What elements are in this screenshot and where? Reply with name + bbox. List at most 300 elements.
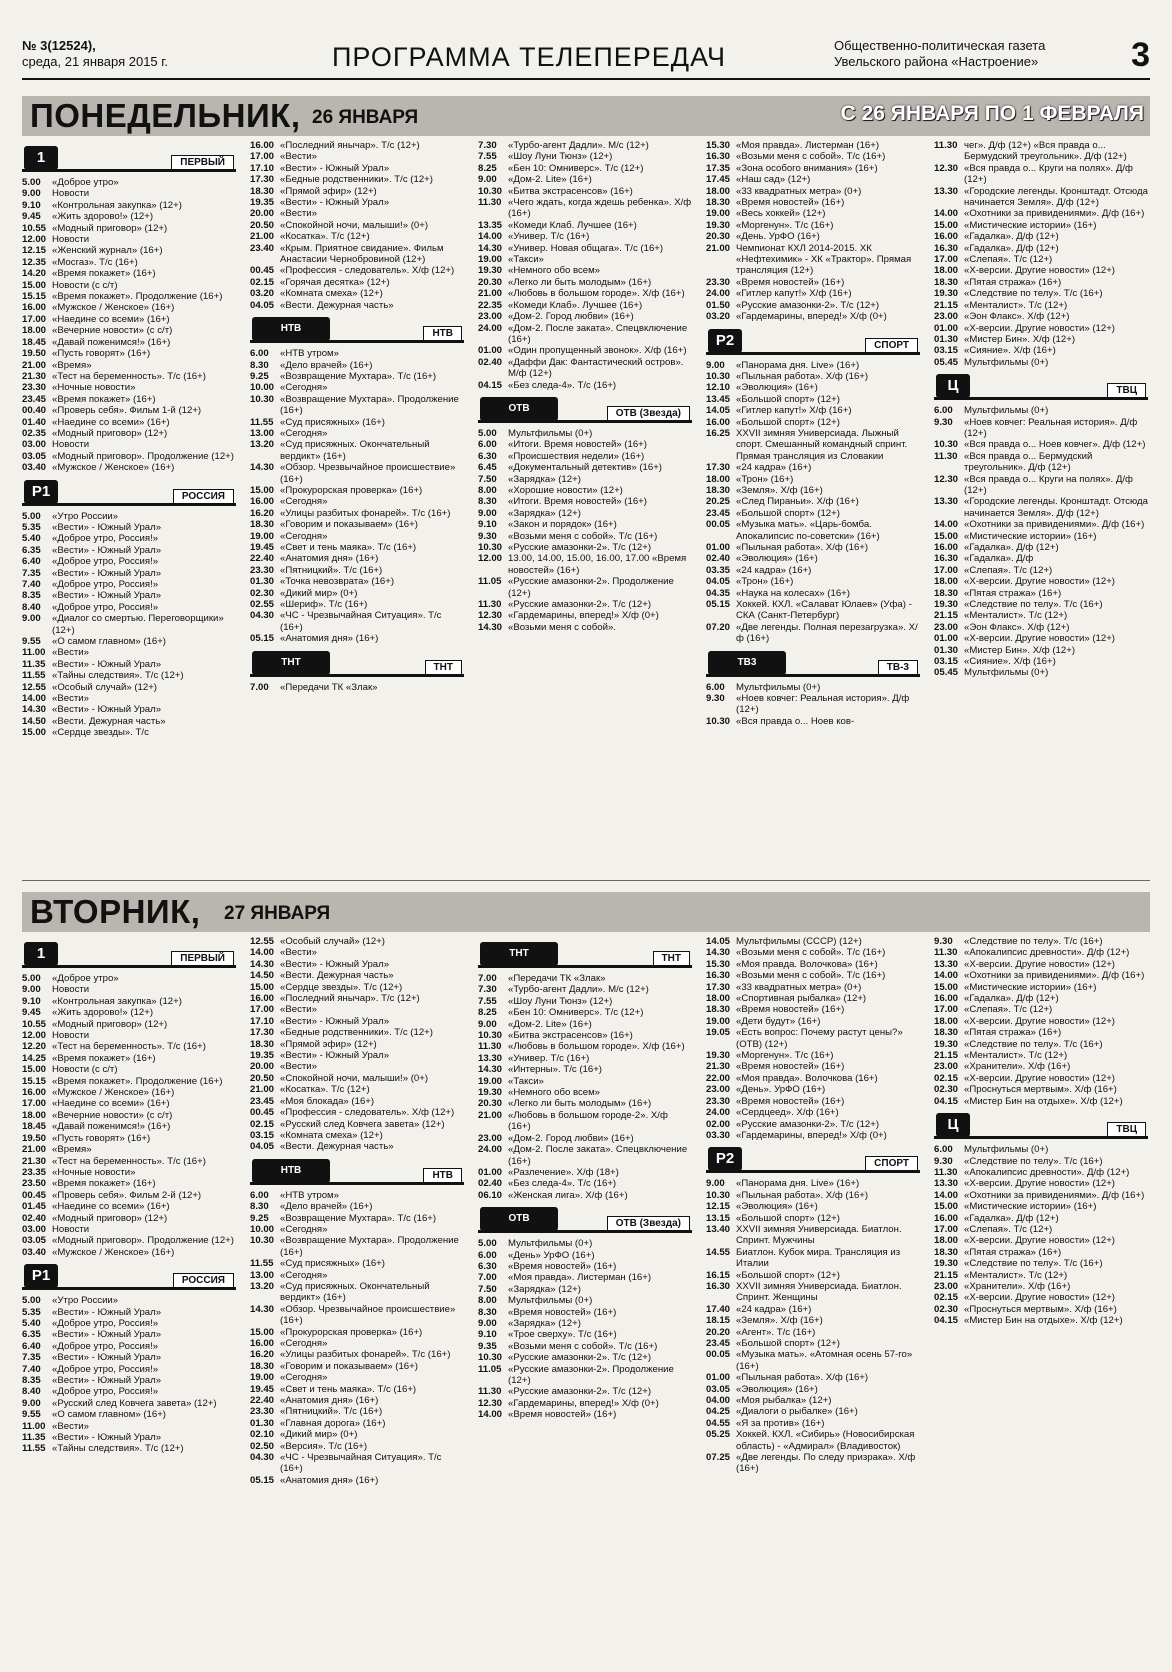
- program-title: «Пятая стража» (16+): [964, 276, 1062, 288]
- program-title: «Тест на беременность». Т/с (16+): [52, 1155, 206, 1167]
- program-time: 04.25: [706, 1406, 731, 1418]
- program-title: «Шоу Луни Тюнз» (12+): [508, 995, 613, 1007]
- program-title: «Проснуться мертвым». Х/ф (16+): [964, 1303, 1117, 1315]
- program-title: «Доброе утро, Россия!»: [52, 533, 159, 545]
- program-time: 12.15: [22, 245, 47, 257]
- program-title: «Русские амазонки-2». Т/с (12+): [736, 299, 880, 311]
- program-title: «Время покажет». Продолжение (16+): [52, 291, 223, 303]
- program-time: 12.15: [706, 1201, 731, 1213]
- program-time: 17.00: [250, 1004, 275, 1016]
- program-time: 14.50: [250, 970, 275, 982]
- program-title: «Универ. Т/с (16+): [508, 231, 590, 243]
- program-title: «Менталист». Т/с (12+): [964, 1269, 1068, 1281]
- program-item: [22, 1076, 236, 1087]
- program-item: [934, 1016, 1148, 1027]
- program-title: «Большой спорт» (12+): [736, 1212, 840, 1224]
- program-item: [706, 417, 920, 428]
- program-title: «Передачи ТК «Злак»: [280, 681, 378, 693]
- program-item: [250, 1061, 464, 1072]
- program-title: Новости (с с/т): [52, 279, 118, 291]
- program-title: «Возьми меня с собой». Т/с (16+): [508, 1340, 658, 1352]
- program-item: [934, 1027, 1148, 1038]
- program-time: 5.00: [22, 177, 41, 188]
- program-time: 19.50: [22, 348, 47, 360]
- program-title: «Время новостей» (16+): [508, 1409, 617, 1421]
- program-time: 8.30: [250, 359, 269, 371]
- channel-name: НТВ: [423, 326, 462, 340]
- program-time: 14.00: [934, 208, 959, 220]
- program-time: 7.35: [22, 1352, 41, 1364]
- program-item: [706, 936, 920, 947]
- program-title: «Вести» - Южный Урал»: [52, 567, 162, 579]
- program-time: 00.45: [250, 265, 275, 277]
- program-title: «Шериф». Т/с (16+): [280, 599, 368, 611]
- program-title: «Вести» - Южный Урал»: [52, 1329, 162, 1341]
- program-title: «Сегодня»: [280, 1223, 328, 1235]
- program-time: 14.25: [22, 1052, 47, 1064]
- program-item: [22, 1110, 236, 1121]
- program-title: «О самом главном» (16+): [52, 1409, 167, 1421]
- program-time: 17.30: [706, 981, 731, 993]
- program-title: «Х-версии. Другие новости» (12+): [964, 633, 1115, 645]
- program-item: [706, 1178, 920, 1189]
- channel-header: [22, 1264, 236, 1290]
- program-time: 9.00: [22, 613, 41, 625]
- program-time: 15.00: [250, 1326, 275, 1338]
- channel-logo: 1: [24, 942, 58, 966]
- program-item: [22, 1121, 236, 1132]
- program-item: [706, 1372, 920, 1383]
- program-title: «Возьми меня с собой».: [508, 621, 616, 633]
- program-title: «Возвращение Мухтара». Т/с (16+): [280, 1212, 437, 1224]
- program-time: 7.00: [250, 681, 269, 693]
- program-item: [706, 1315, 920, 1326]
- program-title: «Доброе утро»: [52, 973, 119, 984]
- program-item: [250, 588, 464, 599]
- program-item: [478, 1329, 692, 1340]
- program-title: «Шоу Луни Тюнз» (12+): [508, 151, 613, 163]
- program-time: 7.55: [478, 995, 497, 1007]
- program-item: [934, 1213, 1148, 1224]
- program-item: [478, 1398, 692, 1409]
- program-title: «Возвращение Мухтара». Продолжение (16+): [280, 393, 459, 417]
- program-item: [22, 1030, 236, 1041]
- program-item: [250, 496, 464, 507]
- program-title: «Зарядка» (12+): [508, 1317, 581, 1329]
- program-title: «Наедине со всеми» (16+): [52, 1201, 170, 1213]
- program-item: [706, 716, 920, 727]
- program-item: [250, 633, 464, 644]
- program-title: «ЧС - Чрезвычайная Ситуация». Т/с (16+): [280, 610, 442, 633]
- program-title: Новости (с с/т): [52, 1064, 118, 1076]
- program-item: [934, 1292, 1148, 1303]
- program-time: 12.00: [22, 1030, 47, 1042]
- program-time: 18.00: [706, 185, 731, 197]
- program-title: Мультфильмы (0+): [508, 427, 593, 439]
- program-time: 8.25: [478, 1007, 497, 1019]
- program-title: «Сегодня»: [280, 1338, 328, 1349]
- program-time: 5.00: [22, 1295, 41, 1307]
- program-time: 15.00: [22, 727, 47, 739]
- program-time: 18.30: [250, 519, 275, 531]
- program-item: [250, 1429, 464, 1440]
- program-title: «Анатомия дня» (16+): [280, 1395, 379, 1407]
- program-title: «Проверь себя». Фильм 1-й (12+): [52, 405, 202, 417]
- program-time: 12.55: [22, 681, 47, 693]
- program-title: «Женский журнал» (16+): [52, 245, 163, 257]
- program-title: «Жить здорово!» (12+): [52, 211, 154, 223]
- program-item: [706, 174, 920, 185]
- program-item: [706, 1107, 920, 1118]
- program-title: «Модный приговор». Продолжение (12+): [52, 1235, 234, 1247]
- program-item: [934, 405, 1148, 416]
- program-title: «Дом-2. Город любви» (16+): [508, 1132, 634, 1144]
- program-item: [250, 1119, 464, 1130]
- program-item: [934, 1315, 1148, 1326]
- program-title: «Гардемарины, вперед!» Х/ф (0+): [508, 1397, 659, 1409]
- program-time: 20.30: [706, 231, 731, 243]
- program-time: 5.35: [22, 1306, 41, 1318]
- program-item: [706, 1119, 920, 1130]
- program-time: 18.30: [250, 1360, 275, 1372]
- program-time: 02.15: [250, 1118, 275, 1130]
- program-title: «Эволюция» (16+): [736, 553, 818, 565]
- program-item: [22, 1307, 236, 1318]
- program-time: 13.15: [706, 1212, 731, 1224]
- program-time: 02.15: [934, 1072, 959, 1084]
- program-item: [706, 993, 920, 1004]
- program-title: «Дом-2. Lite» (16+): [508, 174, 592, 186]
- program-item: [250, 243, 464, 266]
- program-item: [22, 522, 236, 533]
- program-time: 6.45: [478, 462, 497, 474]
- program-time: 18.30: [934, 1027, 959, 1039]
- channel-logo: ТВ3: [708, 651, 786, 675]
- program-item: [478, 254, 692, 265]
- program-title: «Доброе утро, Россия!»: [52, 556, 159, 568]
- program-title: «Тайны следствия». Т/с (12+): [52, 1443, 184, 1455]
- program-item: [934, 300, 1148, 311]
- program-time: 02.40: [22, 1212, 47, 1224]
- page-number: 3: [1131, 36, 1150, 74]
- program-time: 03.15: [934, 656, 959, 668]
- program-item: [478, 1144, 692, 1167]
- program-title: Новости: [52, 439, 90, 451]
- program-title: Чемпионат КХЛ 2014-2015. ХК «Нефтехимик» - ХК «Трактор». Прямая трансляция (12+): [736, 242, 912, 277]
- program-title: «Сияние». Х/ф (16+): [964, 656, 1056, 668]
- program-time: 07.20: [706, 621, 731, 633]
- program-item: [22, 177, 236, 188]
- program-item: [478, 1341, 692, 1352]
- program-time: 21.15: [934, 1269, 959, 1281]
- program-time: 13.00: [250, 1269, 275, 1281]
- program-title: «Доброе утро, Россия!»: [52, 1340, 159, 1352]
- channel-logo: Ц: [936, 374, 970, 398]
- program-item: [478, 1007, 692, 1018]
- program-time: 16.00: [934, 542, 959, 553]
- program-time: 6.00: [706, 681, 725, 693]
- program-title: «Итоги. Время новостей» (16+): [508, 439, 647, 451]
- program-item: [706, 1050, 920, 1061]
- program-time: 9.00: [478, 507, 497, 519]
- program-time: 7.30: [478, 140, 497, 151]
- program-time: 05.15: [250, 1474, 275, 1486]
- program-item: [478, 174, 692, 185]
- program-title: «Турбо-агент Дадли». М/с (12+): [508, 984, 649, 996]
- program-title: «Х-версии. Другие новости» (12+): [964, 1235, 1115, 1247]
- program-time: 13.20: [250, 439, 275, 451]
- channel-name: ТВЦ: [1107, 383, 1146, 397]
- program-time: 03.05: [22, 1235, 47, 1247]
- day-name: ВТОРНИК,: [30, 893, 201, 930]
- channel-header: [706, 651, 920, 677]
- program-title: «Вести»: [52, 647, 89, 659]
- program-time: 19.00: [478, 1075, 503, 1087]
- program-item: [706, 970, 920, 981]
- program-time: 19.30: [478, 265, 503, 277]
- program-title: «Дом-2. Lite» (16+): [508, 1018, 592, 1030]
- program-item: [22, 337, 236, 348]
- program-time: 7.50: [478, 473, 497, 485]
- program-title: «Время новостей» (16+): [736, 1004, 845, 1016]
- paper-name-line-1: Общественно-политическая газета: [834, 38, 1046, 53]
- program-title: «Гитлер капут!» Х/ф (16+): [736, 288, 852, 300]
- program-time: 10.30: [478, 1352, 503, 1364]
- program-item: [250, 1372, 464, 1383]
- program-title: «Моя блокада» (16+): [280, 1095, 375, 1107]
- program-time: 19.05: [706, 1027, 731, 1039]
- program-title: «Моя правда. Волочкова» (16+): [736, 958, 878, 970]
- program-time: 22.40: [250, 553, 275, 565]
- program-time: 23.30: [250, 564, 275, 576]
- program-item: [22, 545, 236, 556]
- program-time: 17.30: [250, 1027, 275, 1039]
- program-time: 17.00: [22, 1098, 47, 1110]
- program-time: 23.50: [22, 1178, 47, 1190]
- program-title: «Суд присяжных» (16+): [280, 416, 385, 428]
- program-item: [706, 1338, 920, 1349]
- program-title: «След Пираньи». Х/ф (16+): [736, 496, 859, 508]
- program-item: [22, 1421, 236, 1432]
- program-time: 18.00: [22, 325, 47, 337]
- program-title: «Вести»: [280, 1004, 317, 1016]
- program-time: 18.00: [934, 576, 959, 588]
- program-item: [478, 163, 692, 174]
- program-item: [478, 622, 692, 633]
- program-title: «Мужское / Женское» (16+): [52, 1087, 175, 1099]
- program-item: [478, 1041, 692, 1052]
- program-item: [250, 599, 464, 610]
- program-title: «Вести» - Южный Урал»: [52, 704, 162, 716]
- day-date: 27 ЯНВАРЯ: [224, 903, 331, 924]
- schedule-column: [478, 936, 692, 1656]
- program-title: «Моя рыбалка» (12+): [736, 1395, 832, 1407]
- program-item: [250, 531, 464, 542]
- program-title: «Русский след Ковчега завета» (12+): [52, 1397, 217, 1409]
- channel-header: [934, 1113, 1148, 1139]
- program-time: 5.00: [22, 973, 41, 984]
- program-item: [478, 1110, 692, 1133]
- program-item: [706, 1452, 920, 1475]
- program-time: 11.55: [250, 416, 274, 428]
- program-title: «Суд присяжных» (16+): [280, 1258, 385, 1270]
- program-item: [934, 1084, 1148, 1095]
- program-title: чег». Д/ф (12+) «Вся правда о... Бермудский треугольник». Д/ф (12+): [964, 140, 1127, 163]
- program-title: «Хранители». Х/ф (16+): [964, 1061, 1071, 1073]
- program-item: [22, 693, 236, 704]
- program-title: «Доброе утро, Россия!»: [52, 1386, 159, 1398]
- program-time: 8.30: [250, 1201, 269, 1213]
- program-title: «Спортивная рыбалка» (12+): [736, 993, 867, 1005]
- program-time: 19.00: [706, 1015, 731, 1027]
- program-item: [250, 1441, 464, 1452]
- program-item: [934, 1235, 1148, 1246]
- channel-logo: НТВ: [252, 317, 330, 341]
- program-title: «Вся правда о... Круги на полях». Д/ф (12+): [964, 473, 1133, 496]
- program-item: [22, 1386, 236, 1397]
- program-item: [22, 1087, 236, 1098]
- program-item: [250, 186, 464, 197]
- program-title: «Такси»: [508, 1075, 544, 1087]
- program-time: 16.00: [22, 1087, 47, 1099]
- channel-logo: Р2: [708, 1147, 742, 1171]
- program-time: 17.10: [250, 1015, 275, 1027]
- program-item: [478, 323, 692, 346]
- program-title: «Слепая». Т/с (12+): [964, 1004, 1053, 1016]
- program-item: [250, 959, 464, 970]
- program-title: «Профессия - следователь». Х/ф (12+): [280, 265, 455, 277]
- program-title: «Хорошие новости» (12+): [508, 484, 623, 496]
- program-title: «Контрольная закупка» (12+): [52, 199, 182, 211]
- program-time: 14.05: [706, 405, 731, 417]
- channel-name: НТВ: [423, 1168, 462, 1182]
- program-time: 5.35: [22, 521, 41, 533]
- program-title: «Пятая стража» (16+): [964, 1027, 1062, 1039]
- program-title: «День. УрФО (16+): [736, 231, 820, 243]
- program-time: 10.55: [22, 222, 47, 234]
- program-item: [22, 727, 236, 738]
- program-time: 20.50: [250, 219, 275, 231]
- program-title: «Следствие по телу». Т/с (16+): [964, 288, 1103, 300]
- program-item: [250, 1039, 464, 1050]
- program-time: 8.35: [22, 1375, 41, 1386]
- program-item: [478, 428, 692, 439]
- program-time: 02.30: [250, 587, 275, 599]
- program-item: [250, 220, 464, 231]
- program-time: 19.30: [478, 1087, 503, 1099]
- program-title: «Агент». Т/с (16+): [736, 1326, 816, 1338]
- program-title: «Вести» - Южный Урал»: [52, 590, 162, 602]
- program-time: 19.50: [22, 1132, 47, 1144]
- program-time: 20.25: [706, 496, 731, 508]
- program-time: 10.30: [934, 439, 959, 451]
- program-item: [250, 174, 464, 185]
- program-item: [250, 1406, 464, 1417]
- program-item: [22, 439, 236, 450]
- program-item: [934, 565, 1148, 576]
- program-title: «Обзор. Чрезвычайное происшествие» (16+): [280, 1303, 456, 1327]
- program-title: «Турбо-агент Дадли». М/с (12+): [508, 140, 649, 151]
- program-title: «Русские амазонки-2». Т/с (12+): [736, 1118, 880, 1130]
- program-title: «Модный приговор» (12+): [52, 427, 168, 439]
- program-item: [22, 1156, 236, 1167]
- program-title: «Анатомия дня» (16+): [280, 553, 379, 565]
- program-item: [250, 1201, 464, 1212]
- program-time: 22.00: [706, 1072, 731, 1084]
- program-item: [22, 973, 236, 984]
- program-item: [478, 531, 692, 542]
- program-title: «Мистические истории» (16+): [964, 1201, 1097, 1213]
- program-title: «Вести» - Южный Урал»: [280, 1015, 390, 1027]
- program-time: 6.30: [478, 1260, 497, 1272]
- program-title: «Дети будут» (16+): [736, 1015, 821, 1027]
- program-item: [478, 380, 692, 391]
- program-item: [478, 542, 692, 553]
- program-time: 05.15: [250, 633, 275, 645]
- program-title: «Панорама дня. Live» (16+): [736, 359, 860, 371]
- program-time: 6.00: [934, 1144, 953, 1156]
- program-item: [934, 993, 1148, 1004]
- program-item: [706, 288, 920, 299]
- program-title: «Ноев ковчег: Реальная история». Д/ф (12+): [964, 416, 1138, 439]
- program-title: «Давай поженимся!» (16+): [52, 1121, 171, 1133]
- program-item: [22, 245, 236, 256]
- channel-name: ОТВ (Звезда): [607, 1216, 690, 1230]
- program-time: 02.40: [478, 1178, 503, 1190]
- program-item: [934, 622, 1148, 633]
- program-time: 11.30: [934, 140, 958, 151]
- program-title: «Вести» - Южный Урал»: [52, 1375, 162, 1386]
- program-item: [22, 314, 236, 325]
- program-time: 17.30: [250, 174, 275, 186]
- program-time: 03.20: [706, 311, 731, 323]
- program-item: [934, 345, 1148, 356]
- program-time: 05.15: [706, 599, 731, 611]
- program-time: 15.30: [706, 958, 731, 970]
- program-title: «Говорим и показываем» (16+): [280, 519, 418, 531]
- program-title: «Мистер Бин». Х/ф (12+): [964, 644, 1076, 656]
- channel-name: РОССИЯ: [173, 489, 234, 503]
- program-time: 16.00: [22, 302, 47, 314]
- program-title: «Прокурорская проверка» (16+): [280, 1326, 423, 1338]
- program-time: 24.00: [478, 322, 503, 334]
- program-item: [706, 599, 920, 622]
- program-title: «Версия». Т/с (16+): [280, 1440, 368, 1452]
- program-item: [706, 622, 920, 645]
- program-item: [22, 1247, 236, 1258]
- program-time: 12.10: [706, 382, 731, 394]
- program-time: 18.00: [706, 993, 731, 1005]
- program-time: 9.45: [22, 211, 41, 223]
- program-item: [934, 947, 1148, 958]
- program-item: [22, 579, 236, 590]
- program-title: «Анатомия дня» (16+): [280, 633, 379, 645]
- program-item: [934, 1004, 1148, 1015]
- program-item: [250, 1107, 464, 1118]
- channel-name: ТНТ: [653, 951, 690, 965]
- channel-logo: 1: [24, 146, 58, 170]
- program-time: 6.35: [22, 1329, 41, 1341]
- program-time: 14.30: [478, 242, 503, 254]
- program-time: 23.00: [706, 1084, 731, 1096]
- program-time: 23.30: [706, 276, 731, 288]
- program-title: «Х-версии. Другие новости» (12+): [964, 1072, 1115, 1084]
- program-title: «Русские амазонки-2». Продолжение (12+): [508, 1363, 674, 1386]
- program-time: 01.30: [934, 644, 959, 656]
- channel-header: [478, 397, 692, 423]
- program-time: 20.50: [250, 1072, 275, 1084]
- channel-name: РОССИЯ: [173, 1273, 234, 1287]
